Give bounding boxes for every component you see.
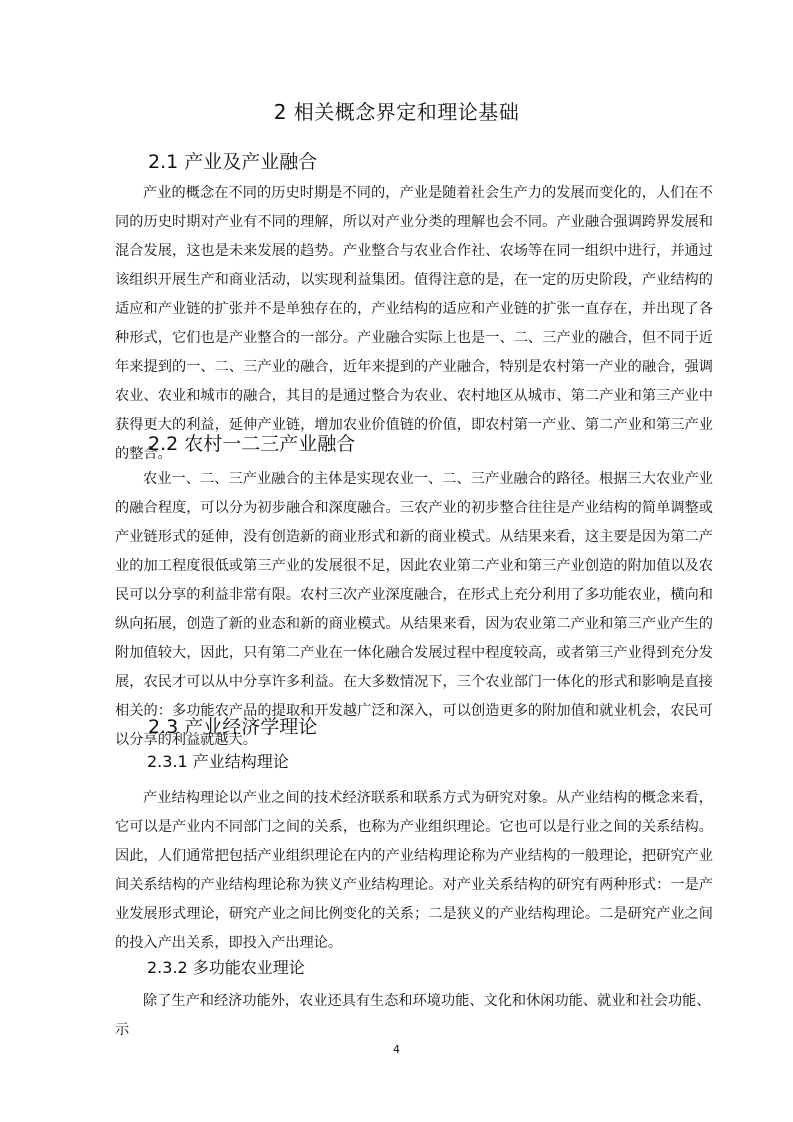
page-number: 4 [393,1043,400,1056]
section-heading-2-3: 2.3 产业经济学理论 [148,716,318,738]
chapter-title: 2 相关概念界定和理论基础 [273,100,520,124]
subsection-2-3-1-paragraph: 产业结构理论以产业之间的技术经济联系和联系方式为研究对象。从产业结构的概念来看，它可以是产业内不同部门之间的关系，也称为产业组织理论。它也可以是行业之间的关系结构。因此，人们通常把包括产业组织理论在内的产业结构理论称为产业结构的一般理论，把研究产业间关系结构的产业结构理论称为狭义产业结构理论。对产业关系结构的研究有两种形式：一是产业发展形式理论，研究产业之间比例变化的关系；二是狭义的产业结构理论。二是研究产业之间的投入产出关系，即投入产出理论。 [115,790,713,951]
subsection-heading-2-3-1: 2.3.1 产业结构理论 [147,752,289,771]
section-heading-2-1: 2.1 产业及产业融合 [148,151,318,173]
section-heading-2-2: 2.2 农村一二三产业融合 [148,433,356,455]
subsection-2-3-2-paragraph: 除了生产和经济功能外，农业还具有生态和环境功能、文化和休闲功能、就业和社会功能、示 [115,993,711,1038]
section-2-2-paragraph: 农业一、二、三产业融合的主体是实现农业一、二、三产业融合的路径。根据三大农业产业的融合程度，可以分为初步融合和深度融合。三农产业的初步整合往往是产业结构的简单调整或产业链形式的延伸，没有创造新的商业形式和新的商业模式。从结果来看，这主要是因为第二产业的加工程度很低或第三产业的发展很不足，因此农业第二产业和第三产业创造的附加值以及农民可以分享的利益非常有限。农村三次产业深度融合，在形式上充分利用了多功能农业，横向和纵向拓展，创造了新的业态和新的商业模式。从结果来看，因为农业第二产业和第三产业产生的附加值较大，因此，只有第二产业在一体化融合发展过程中程度较高，或者第三产业得到充分发展，农民才可以从中分享许多利益。在大多数情况下，三个农业部门一体化的形式和影响是直接相关的：多功能农产品的提取和开发越广泛和深入，可以创造更多的附加值和就业机会，农民可以分享的利益就越大。 [115,471,713,748]
section-2-1-paragraph: 产业的概念在不同的历史时期是不同的，产业是随着社会生产力的发展而变化的，人们在不同的历史时期对产业有不同的理解，所以对产业分类的理解也会不同。产业融合强调跨界发展和混合发展，这也是未来发展的趋势。产业整合与农业合作社、农场等在同一组织中进行，并通过该组织开展生产和商业活动，以实现利益集团。值得注意的是，在一定的历史阶段，产业结构的适应和产业链的扩张并不是单独存在的，产业结构的适应和产业链的扩张一直存在，并出现了各种形式，它们也是产业整合的一部分。产业融合实际上也是一、二、三产业的融合，但不同于近年来提到的一、二、三产业的融合，近年来提到的产业融合，特别是农村第一产业的融合，强调农业、农业和城市的融合，其目的是通过整合为农业、农村地区从城市、第二产业和第三产业中获得更大的利益，延伸产业链，增加农业价值链的价值，即农村第一产业、第二产业和第三产业的整合。 [115,185,713,462]
subsection-heading-2-3-2: 2.3.2 多功能农业理论 [147,958,305,977]
